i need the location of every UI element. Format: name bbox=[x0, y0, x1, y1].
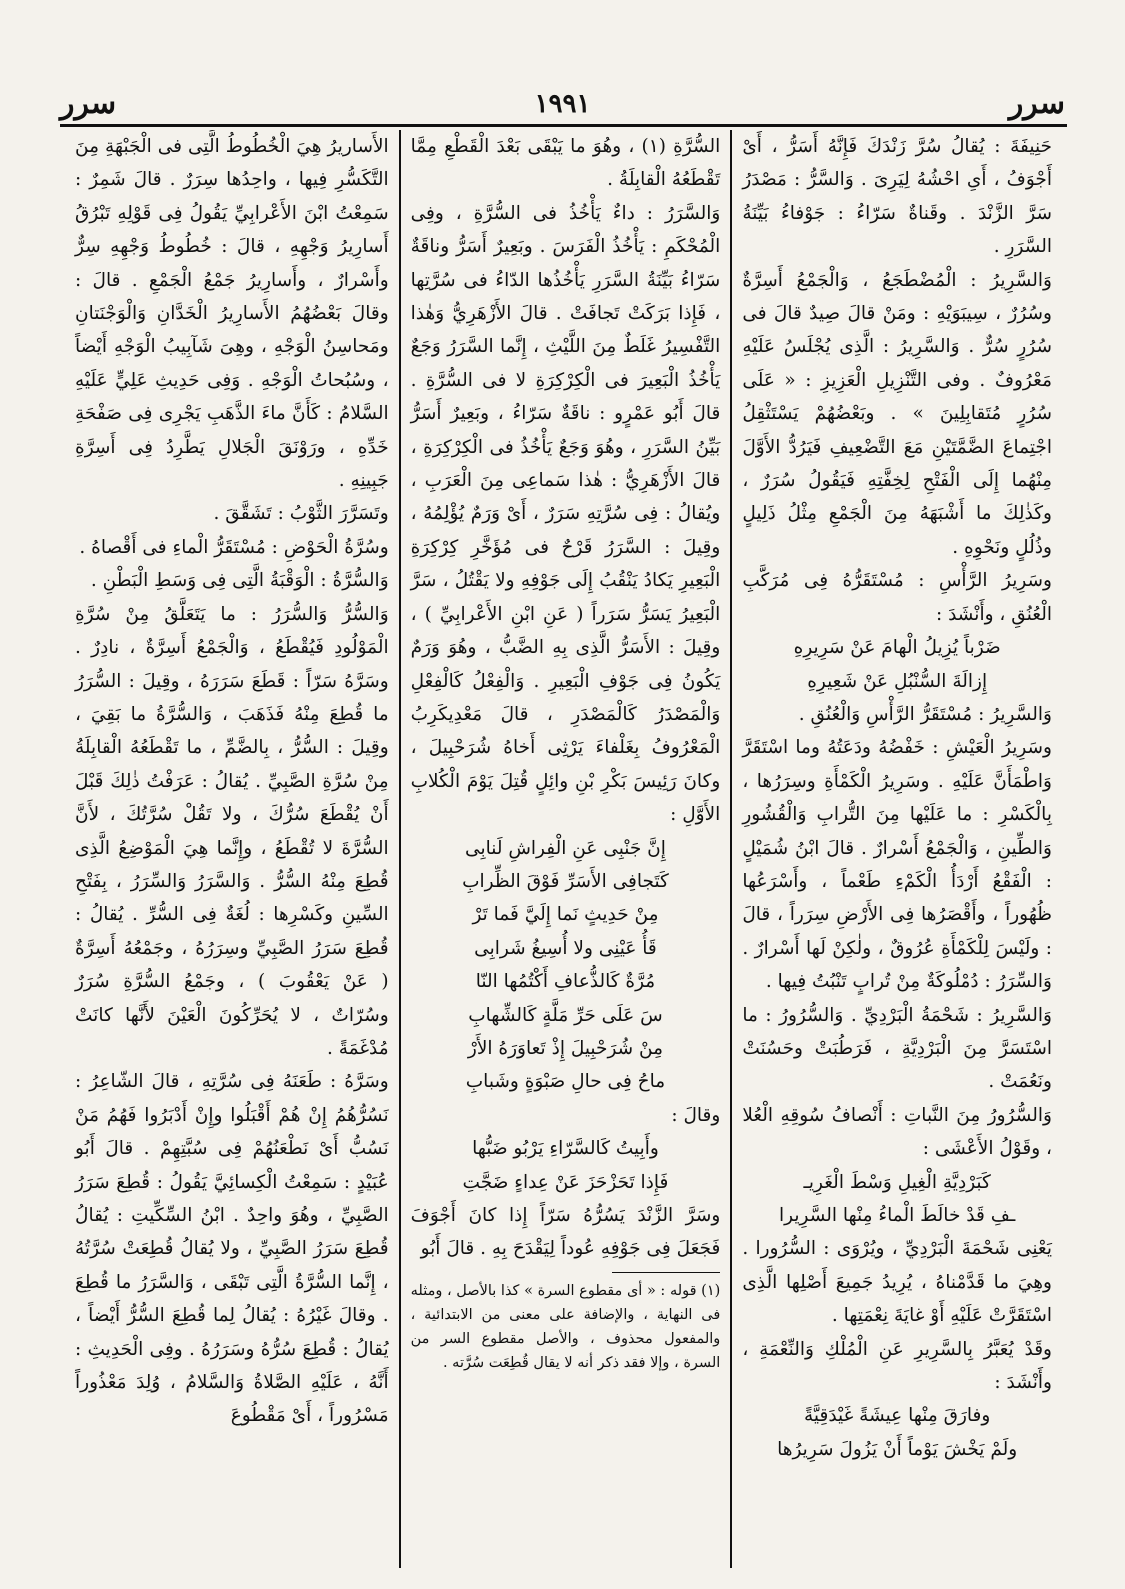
verse-line: فَإِذا تَحَزْحَزَ عَنْ عِداءٍ ضَجَّتِ bbox=[462, 1171, 669, 1193]
verse-line: كَتَجافِى الأَسَرِّ فَوْقَ الظِّرابِ bbox=[462, 870, 669, 892]
header-rule bbox=[60, 124, 1067, 127]
headword-left: سرر bbox=[60, 86, 117, 121]
verse-line: إِنَّ جَنْبِى عَنِ الْفِراشِ لَنابِى bbox=[465, 837, 666, 859]
column-right bbox=[65, 130, 399, 1568]
paragraph: حَنِيفَةَ : يُقالُ سُرَّ زَنْدَكَ فَإِنَّهُ أَسَرُّ ، أَىْ أَجْوَفُ ، أَىِ احْشُهُ لِيَرِىَ . وَالسَّرُّ : مَصْدَرُ سَرَّ الزَّنْدَ . وقَناةٌ سَرّاءُ : جَوْفاءُ بَيِّنَةُ السَّرَرِ . bbox=[742, 136, 1052, 258]
footnote: (١) قوله : « أى مقطوع السرة » كذا بالأصل ، ومثله فى النهاية ، والإضافة على معنى من الابتدائية ، والمفعول محذوف ، والأصل مقطوع السر من السرة ، وإلا فقد ذكر أنه لا يقال قُطِعَت سُرَّته . bbox=[410, 1282, 721, 1371]
paragraph: وَالسُّرُّ وَالسُّرَرُ : ما يَتَعَلَّقُ مِنْ سُرَّةِ الْمَوْلُودِ فَيُقْطَعُ ، وَالْجَمْعُ أَسِرَّةٌ ، نادِرٌ . وسَرَّهُ سَرّاً : قَطَعَ سَرَرَهُ ، وقِيلَ : السُّرَرُ ما قُطِعَ مِنْهُ فَذَهَبَ ، وَالسُّرَّةُ ما بَقِيَ ، وقِيلَ : السُّرُّ ، بِالضَّمِّ ، ما تَقْطَعُهُ الْقابِلَةُ مِنْ سُرَّةِ الصَّبِيِّ . يُقالُ : عَرَفْتُ ذٰلِكَ قَبْلَ أَنْ يُقْطَعَ سُرُّكَ ، ولا تَقُلْ سُرَّتُكَ ، لأَنَّ السُّرَّةَ لا تُقْطَعُ ، وإِنَّما هِيَ الْمَوْضِعُ الَّذِى قُطِعَ مِنْهُ السُّرُّ . وَالسَّرَرُ وَالسِّرَرُ ، بِفَتْحِ السِّينِ وكَسْرِها : لُغَةٌ فِى السُّرِّ . يُقالُ : قُطِعَ سَرَرُ الصَّبِيِّ وسِرَرُهُ ، وجَمْعُهُ أَسِرَّةٌ ( عَنْ يَعْقُوبَ ) ، وجَمْعُ السُّرَّةِ سُرَرٌ وسُرّاتٌ ، لا يُحَرِّكُونَ الْعَيْنَ لأَنَّها كانَتْ مُدْغَمَةً . bbox=[75, 603, 389, 1059]
paragraph: يَعْنِى شَحْمَةَ الْبَرْدِيِّ ، ويُرْوَى : السُّرُورا . وهِيَ ما قَدَّمْناهُ ، يُرِيدُ جَمِيعَ أَصْلِها الَّذِى اسْتَقَرَّتْ عَلَيْهِ أَوْ غايَةَ نِعْمَتِها . bbox=[742, 1238, 1052, 1327]
verse-line: سَ عَلَى حَرِّ مَلَّةٍ كَالشِّهابِ bbox=[468, 1004, 663, 1026]
column-left bbox=[732, 130, 1062, 1568]
paragraph: وَالسُّرُورُ مِنَ النَّباتِ : أَنْصافُ سُوقِهِ الْعُلا ، وقَوْلُ الأَعْشَى : bbox=[742, 1104, 1052, 1160]
verse-line: وأَبِيتُ كَالسَّرّاءِ يَرْبُو ضَبُّها bbox=[472, 1138, 659, 1160]
footnote-rule bbox=[612, 1272, 720, 1273]
paragraph: وقَدْ يُعَبَّرُ بِالسَّرِيرِ عَنِ الْمُلْكِ وَالنِّعْمَةِ ، وأَنْشَدَ : bbox=[742, 1338, 1052, 1394]
verse-line: مِنْ حَدِيثٍ نَما إِلَيَّ فَما تَرْ bbox=[472, 904, 659, 926]
verse-line: ضَرْباً يُزِيلُ الْهامَ عَنْ سَرِيرِهِ bbox=[793, 637, 1001, 659]
page-number: ١٩٩١ bbox=[534, 89, 591, 119]
verse-line: ماحُ فِى حالِ صَبْوَةٍ وشَبابِ bbox=[465, 1071, 666, 1093]
paragraph: وَالسَّرِيرُ : شَحْمَةُ الْبَرْدِيِّ . وَالسُّرُورُ : ما اسْتَسَرَّ مِنَ الْبَرْدِيَّةِ ، فَرَطُبَتْ وحَسُنَتْ ونَعُمَتْ . bbox=[742, 1004, 1052, 1093]
column-middle bbox=[401, 130, 731, 1568]
verse-line: وفارَقَ مِنْها عِيشَةً غَيْدَقِيَّةً bbox=[803, 1405, 991, 1427]
verse-line: قَأُ عَيْنِى ولا أُسِيغُ شَرابِى bbox=[474, 937, 657, 959]
verse-line: مُرَّةٌ كَالذُّعافِ أَكْتُمُها النّا bbox=[475, 971, 656, 993]
verse-line: كَبَرْدِيَّةِ الْغِيلِ وَسْطَ الْغَرِيـ bbox=[803, 1171, 991, 1193]
paragraph: وَالسَّرِيرُ : الْمُضْطَجَعُ ، وَالْجَمْعُ أَسِرَّةٌ وسُرُرٌ ، سِيبَوَيْهِ : ومَنْ قالَ صِيدٌ قالَ فى سُرُرٍ سُرٌّ . وَالسَّرِيرُ : الَّذِى يُجْلَسُ عَلَيْهِ مَعْرُوفٌ . وفى التَّنْزِيلِ الْعَزِيزِ : « عَلَى سُرُرٍ مُتَقابِلِينَ » . وبَعْضُهُمْ يَسْتَثْقِلُ اجْتِماعَ الضَّمَّتَيْنِ مَعَ التَّضْعِيفِ فَيَرُدُّ الأَوَّلَ مِنْهُما إِلَى الْفَتْحِ لِخِفَّتِهِ فَيَقُولُ سُرَرٌ ، وكَذٰلِكَ ما أَشْبَهَهُ مِنَ الْجَمْعِ مِثْلُ ذَلِيلٍ وذُلُلٍ ونَحْوِهِ . bbox=[742, 269, 1052, 558]
paragraph: وقالَ : bbox=[671, 1104, 721, 1126]
paragraph: وسُرَّةُ الْحَوْضِ : مُسْتَقَرُّ الْماءِ فى أَقْصاهُ . bbox=[79, 536, 389, 558]
paragraph: وسَرِيرُ الْعَيْشِ : خَفْضُهُ ودَعَتُهُ وما اسْتَقَرَّ وَاطْمَأَنَّ عَلَيْهِ . وسَرِيرُ الْكَمْأَةِ وسِرَرُها ، بِالْكَسْرِ : ما عَلَيْها مِنَ التُّرابِ وَالْقُشُورِ وَالطِّينِ ، وَالْجَمْعُ أَسْرارٌ . قالَ ابْنُ شُمَيْلٍ : الْفَقْعُ أَرْدَأُ الْكَمْءِ طَعْماً ، وأَسْرَعُها ظُهُوراً ، وأَقْصَرُها فِى الأَرْضِ سِرَراً ، قالَ : ولَيْسَ لِلْكَمْأَةِ عُرُوقٌ ، ولٰكِنْ لَها أَسْرارٌ . وَالسِّرَرُ : دُمْلُوكَةٌ مِنْ تُرابٍ تَنْبُتُ فِيها . bbox=[742, 737, 1052, 993]
paragraph: وسَرِيرُ الرَّأْسِ : مُسْتَقَرُّهُ فِى مُرَكَّبِ الْعُنُقِ ، وأَنْشَدَ : bbox=[742, 570, 1052, 625]
paragraph: وَالسَّرَرُ : داءٌ يَأْخُذُ فى السُّرَّةِ ، وفِى الْمُحْكَمِ : يَأْخُذُ الْفَرَسَ . وبَعِيرٌ أَسَرُّ وناقَةٌ سَرّاءُ بَيِّنَةُ السَّرَرِ يَأْخُذُها الدّاءُ فى سُرَّتِها ، فَإِذا بَرَكَتْ تَجافَتْ . قالَ الأَزْهَرِيُّ وَهٰذا التَّفْسِيرُ غَلَطٌ مِنَ اللَّيْثِ ، إِنَّما السَّرَرُ وَجَعٌ يَأْخُذُ الْبَعِيرَ فى الْكِرْكِرَةِ لا فى السُّرَّةِ . قالَ أَبُو عَمْرٍو : ناقَةٌ سَرّاءُ ، وبَعِيرٌ أَسَرُّ بَيِّنُ السَّرَرِ ، وهُوَ وَجَعٌ يَأْخُذُ فى الْكِرْكِرَةِ ، قالَ الأَزْهَرِيُّ : هٰذا سَماعِى مِنَ الْعَرَبِ ، ويُقالُ : فِى سُرَّتِهِ سَرَرٌ ، أَىْ وَرَمٌ يُؤْلِمُهُ ، وقِيلَ : السَّرَرُ قَرْحٌ فى مُؤَخَّرِ كِرْكِرَةِ الْبَعِيرِ يَكادُ يَنْقُبُ إِلَى جَوْفِهِ ولا يَقْتُلُ ، سَرَّ الْبَعِيرُ يَسَرُّ سَرَراً ( عَنِ ابْنِ الأَعْرابِيِّ ) ، وقِيلَ : الأَسَرُّ الَّذِى بِهِ الضَّبُّ ، وهُوَ وَرَمٌ يَكُونُ فِى جَوْفِ الْبَعِيرِ . وَالْفِعْلُ كَالْفِعْلِ وَالْمَصْدَرُ كَالْمَصْدَرِ ، قالَ مَعْدِيكَرِبُ الْمَعْرُوفُ بِغَلْفاءَ يَرْثِى أَخاهُ شُرَحْبِيلَ ، وكانَ رَئِيسَ بَكْرِ بْنِ وائِلٍ قُتِلَ يَوْمَ الْكُلابِ الأَوَّلِ : bbox=[410, 202, 721, 826]
verse-line: ولَمْ يَخْشَ يَوْماً أَنْ يَزُولَ سَرِيرُها bbox=[777, 1438, 1018, 1460]
paragraph: وسَرَّ الزَّنْدَ يَسُرُّهُ سَرّاً إِذا كانَ أَجْوَفَ فَجَعَلَ فِى جَوْفِهِ عُوداً لِيَقْدَحَ بِهِ . قالَ أَبُو bbox=[410, 1205, 721, 1260]
paragraph: وتَسَرَّرَ الثَّوْبُ : تَشَقَّقَ . bbox=[213, 503, 389, 525]
paragraph: وَالسُّرَّةُ : الْوَقْبَةُ الَّتِى فِى وَسَطِ الْبَطْنِ . bbox=[90, 570, 389, 592]
verse-line: ـفِ قَدْ خالَطَ الْماءُ مِنْها السَّرِيرا bbox=[779, 1205, 1016, 1226]
paragraph: وَالسَّرِيرُ : مُسْتَقَرُّ الرَّأْسِ وَالْعُنُقِ . bbox=[798, 703, 1052, 725]
page-header bbox=[60, 86, 1065, 126]
verse-line: مِنْ شُرَحْبِيلَ إِذْ تَعاوَرَهُ الأَرْ bbox=[467, 1037, 664, 1059]
text-columns bbox=[65, 130, 1062, 1568]
headword-right: سرر bbox=[1008, 86, 1065, 121]
verse-line: إِزالَةَ السُّنْبُلِ عَنْ شَعِيرِهِ bbox=[807, 670, 988, 692]
paragraph: الأَساريرُ هِيَ الْخُطُوطُ الَّتِى فى الْجَبْهَةِ مِنَ التَّكَسُّرِ فِيها ، واحِدُها سِرَرٌ . قالَ شَمِرٌ : سَمِعْتُ ابْنَ الأَعْرابِيِّ يَقُولُ فِى قَوْلِهِ تَبْرُقُ أَسارِيرُ وَجْهِهِ ، قالَ : خُطُوطُ وَجْهِهِ سِرٌّ وأَسْرارٌ ، وأَسارِيرُ جَمْعُ الْجَمْعِ . قالَ : وقالَ بَعْضُهُمُ الأَسارِيرُ الْخَدَّانِ وَالْوَجْنَتانِ ومَحاسِنُ الْوَجْهِ ، وهِىَ شَآبِيبُ الْوَجْهِ أَيْضاً ، وسُبُحاتُ الْوَجْهِ . وَفِى حَدِيثِ عَلِيٍّ عَلَيْهِ السَّلامُ : كَأَنَّ ماءَ الذَّهَبِ يَجْرِى فِى صَفْحَةِ خَدِّهِ ، ورَوْنَقَ الْجَلالِ يَطَّرِدُ فِى أَسِرَّةِ جَبِينِهِ . bbox=[75, 136, 389, 492]
paragraph: وسَرَّهُ : طَعَنَهُ فِى سُرَّتِهِ ، قالَ الشّاعِرُ : نَسُرُّهُمُ إِنْ هُمْ أَقْبَلُوا وإِنْ أَدْبَرُوا فَهُمُ مَنْ نَسُبُّ أَىْ نَطْعَنُهُمْ فِى سُبَّتِهِمْ . قالَ أَبُو عُبَيْدٍ : سَمِعْتُ الْكِسائِيَّ يَقُولُ : قُطِعَ سَرَرُ الصَّبِيِّ ، وهُوَ واحِدٌ . ابْنُ السِّكِّيتِ : يُقالُ قُطِعَ سَرَرُ الصَّبِيِّ ، ولا يُقالُ قُطِعَتْ سُرَّتُهُ ، إِنَّما السُّرَّةُ الَّتِى تَبْقَى ، وَالسَّرَرُ ما قُطِعَ . وقالَ غَيْرُهُ : يُقالُ لِما قُطِعَ السُّرُّ أَيْضاً ، يُقالُ : قُطِعَ سُرُّهُ وسَرَرُهُ . وفِى الْحَدِيثِ : أَنَّهُ ، عَلَيْهِ الصَّلاةُ وَالسَّلامُ ، وُلِدَ مَعْذُوراً مَسْرُوراً ، أَىْ مَقْطُوعَ bbox=[75, 1071, 389, 1427]
paragraph: السُّرَّةِ (١) ، وهُوَ ما يَبْقَى بَعْدَ الْقَطْعِ مِمَّا تَقْطَعُهُ الْقابِلَةُ . bbox=[410, 136, 721, 191]
